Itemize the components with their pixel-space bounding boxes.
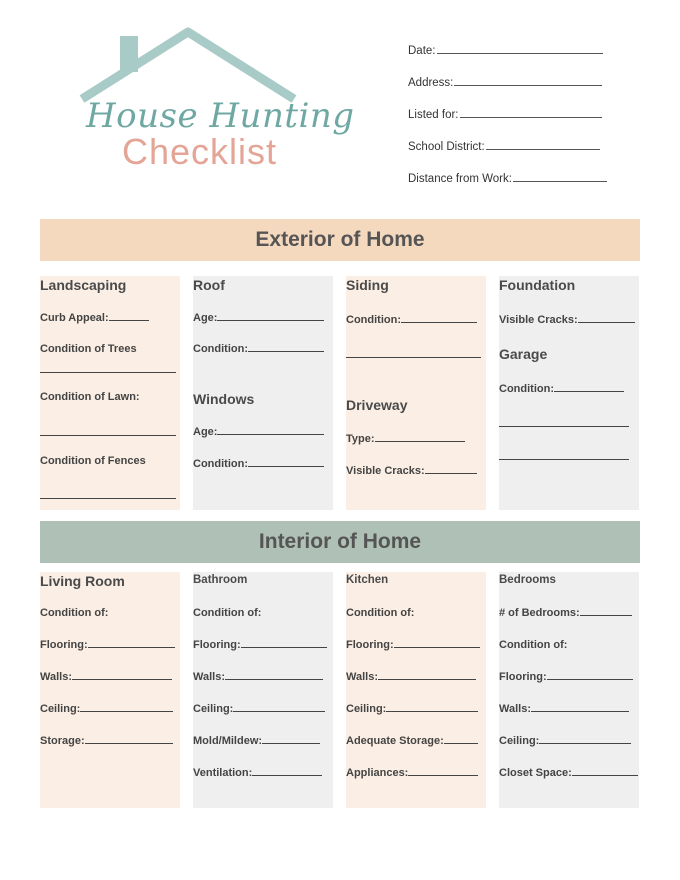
living-ceiling-field[interactable]: Ceiling:: [40, 703, 173, 715]
garage-heading: Garage: [499, 346, 548, 362]
kitchen-walls-field[interactable]: Walls:: [346, 671, 476, 683]
foundation-heading: Foundation: [499, 277, 576, 293]
driveway-heading: Driveway: [346, 397, 408, 413]
kitchen-column: [346, 572, 486, 808]
listed-for-label: Listed for:: [408, 109, 459, 121]
date-field[interactable]: [408, 45, 603, 57]
school-district-label: School District:: [408, 141, 485, 153]
num-bedrooms-field[interactable]: # of Bedrooms:: [499, 607, 632, 619]
kitchen-ceiling-field[interactable]: Ceiling:: [346, 703, 478, 715]
bed-flooring-field[interactable]: Flooring:: [499, 671, 633, 683]
driveway-type-field[interactable]: Type:: [346, 433, 465, 445]
kitchen-condition-of-label: Condition of:: [346, 607, 415, 619]
bed-condition-of-label: Condition of:: [499, 639, 568, 651]
bathroom-heading: Bathroom: [193, 574, 248, 586]
bed-walls-field[interactable]: Walls:: [499, 703, 629, 715]
condition-trees-line[interactable]: [40, 372, 176, 373]
kitchen-appliances-field[interactable]: Appliances:: [346, 767, 478, 779]
kitchen-heading: Kitchen: [346, 574, 389, 586]
condition-lawn-line[interactable]: [40, 435, 176, 436]
date-label: Date:: [408, 45, 436, 57]
school-district-field[interactable]: [408, 141, 600, 153]
bath-walls-field[interactable]: Walls:: [193, 671, 323, 683]
windows-age-field[interactable]: Age:: [193, 426, 324, 438]
foundation-garage-column: [499, 276, 639, 510]
roof-windows-column: [193, 276, 333, 510]
siding-driveway-column: [346, 276, 486, 510]
condition-lawn-label: Condition of Lawn:: [40, 391, 140, 403]
curb-appeal-field[interactable]: Curb Appeal:: [40, 312, 149, 324]
address-label: Address:: [408, 77, 454, 89]
condition-fences-line[interactable]: [40, 498, 176, 499]
roof-age-field[interactable]: Age:: [193, 312, 324, 324]
kitchen-storage-field[interactable]: Adequate Storage:: [346, 735, 478, 747]
bath-condition-of-label: Condition of:: [193, 607, 262, 619]
foundation-cracks-field[interactable]: Visible Cracks:: [499, 314, 635, 326]
living-room-column: [40, 572, 180, 808]
bath-flooring-field[interactable]: Flooring:: [193, 639, 327, 651]
listed-for-field[interactable]: [408, 109, 602, 121]
siding-heading: Siding: [346, 277, 389, 293]
bath-mold-field[interactable]: Mold/Mildew:: [193, 735, 320, 747]
kitchen-flooring-field[interactable]: Flooring:: [346, 639, 480, 651]
garage-condition-field[interactable]: Condition:: [499, 383, 624, 395]
garage-line-1[interactable]: [499, 426, 629, 427]
distance-from-work-label: Distance from Work:: [408, 173, 512, 185]
roof-condition-field[interactable]: Condition:: [193, 343, 324, 355]
bed-ceiling-field[interactable]: Ceiling:: [499, 735, 631, 747]
living-condition-of-label: Condition of:: [40, 607, 109, 619]
siding-condition-line[interactable]: [346, 357, 481, 358]
bath-ventilation-field[interactable]: Ventilation:: [193, 767, 322, 779]
bedrooms-column: [499, 572, 639, 808]
driveway-cracks-field[interactable]: Visible Cracks:: [346, 465, 477, 477]
roof-heading: Roof: [193, 277, 225, 293]
living-walls-field[interactable]: Walls:: [40, 671, 172, 683]
bedrooms-heading: Bedrooms: [499, 574, 556, 586]
living-flooring-field[interactable]: Flooring:: [40, 639, 175, 651]
distance-from-work-field[interactable]: [408, 173, 607, 185]
interior-banner: Interior of Home: [40, 521, 640, 563]
exterior-banner: Exterior of Home: [40, 219, 640, 261]
siding-condition-field[interactable]: Condition:: [346, 314, 477, 326]
landscaping-heading: Landscaping: [40, 277, 127, 293]
living-room-heading: Living Room: [40, 573, 125, 589]
windows-heading: Windows: [193, 391, 255, 407]
bed-closet-field[interactable]: Closet Space:: [499, 767, 638, 779]
address-field[interactable]: [408, 77, 602, 89]
windows-condition-field[interactable]: Condition:: [193, 458, 324, 470]
condition-trees-label: Condition of Trees: [40, 343, 137, 355]
bath-ceiling-field[interactable]: Ceiling:: [193, 703, 325, 715]
living-storage-field[interactable]: Storage:: [40, 735, 173, 747]
bathroom-column: [193, 572, 333, 808]
condition-fences-label: Condition of Fences: [40, 455, 146, 467]
logo-title-script: House Hunting: [86, 96, 355, 136]
logo-title-sub: Checklist: [122, 131, 278, 172]
garage-line-2[interactable]: [499, 459, 629, 460]
landscaping-column: [40, 276, 180, 510]
